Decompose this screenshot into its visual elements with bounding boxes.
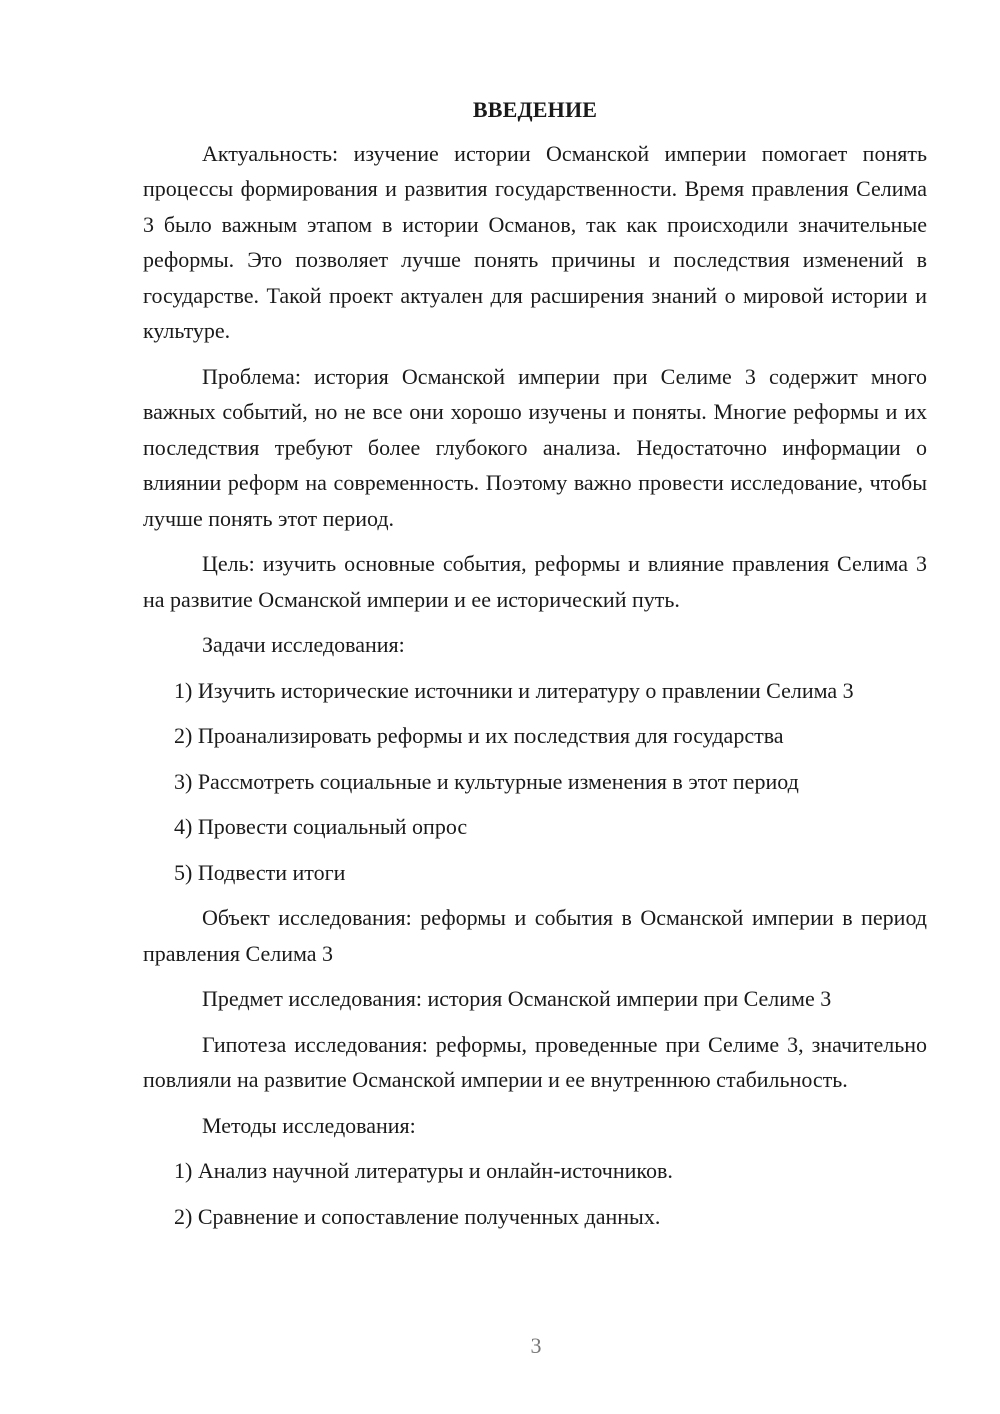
paragraph-relevance: Актуальность: изучение истории Османской империи помогает понять процессы формирования и развития государственности. Время правления Селима 3 было важным этапом в истории Османов, так как происходили значительные реформы. Это позволяет лучше понять причины и последствия изменений в государстве. Такой проект актуален для расширения знаний о мировой истории и культуре. [143,140,927,343]
method-item-2: 2) Сравнение и сопоставление полученных данных. [174,1203,661,1229]
methods-heading: Методы исследования: [202,1112,416,1138]
task-item-1: 1) Изучить исторические источники и литературу о правлении Селима 3 [174,677,854,703]
method-item-1: 1) Анализ научной литературы и онлайн-источников. [174,1158,673,1183]
paragraph-problem: Проблема: история Османской империи при Селиме 3 содержит много важных событий, но не все они хорошо изучены и поняты. Многие реформы и их последствия требуют более глубокого анализа. Недостаточно информации о влиянии реформ на современность. Поэтому важно провести исследование, чтобы лучше понять этот период. [143,363,927,531]
paragraph-hypothesis: Гипотеза исследования: реформы, проведенные при Селиме 3, значительно повлияли на развитие Османской империи и ее внутреннюю стабильность. [143,1031,927,1092]
document-page [143,92,927,1244]
page-number: 3 [530,1333,542,1358]
task-item-5: 5) Подвести итоги [174,859,346,885]
task-item-4: 4) Провести социальный опрос [174,814,468,839]
paragraph-subject: Предмет исследования: история Османской империи при Селиме 3 [202,986,832,1011]
paragraph-goal: Цель: изучить основные события, реформы и влияние правления Селима 3 на развитие Османской империи и ее исторический путь. [143,551,927,612]
section-title: ВВЕДЕНИЕ [472,97,598,122]
task-item-2: 2) Проанализировать реформы и их последствия для государства [174,723,784,748]
task-item-3: 3) Рассмотреть социальные и культурные изменения в этот период [174,768,799,794]
paragraph-object: Объект исследования: реформы и события в Османской империи в период правления Селима 3 [143,905,927,966]
tasks-heading: Задачи исследования: [202,632,405,657]
